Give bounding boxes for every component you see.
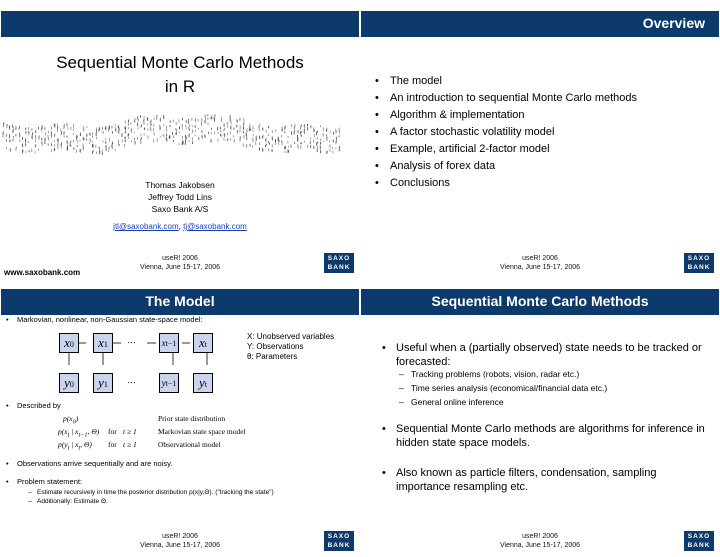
affiliation: Saxo Bank A/S (151, 204, 209, 214)
list-item: • An introduction to sequential Monte Carlo methods (375, 90, 637, 107)
slide-header-bar (361, 289, 719, 315)
slide-title (1, 1, 359, 278)
slide-footer: useR! 2006 Vienna, June 15-17, 2006 (499, 533, 581, 549)
eq-obs-formula: $p(y_t$ | $x_t$, Θ) (58, 440, 92, 452)
sub-point: – Tracking problems (robots, vision, radar etc.) (411, 369, 579, 380)
eq-markov-formula: $p(x_t$ | $x_{t-1}$, Θ) (58, 427, 100, 439)
author-1: Thomas Jakobsen (145, 180, 215, 190)
list-item: • Example, artificial 2-factor model (375, 141, 637, 158)
state-x1-node: x1 (93, 333, 113, 353)
list-item: • Algorithm & implementation (375, 107, 637, 124)
list-item: • Conclusions (375, 175, 637, 192)
point-smc-algorithms: • Sequential Monte Carlo methods are algorithms for inference in hidden state space models. (396, 422, 706, 450)
slide-footer: useR! 2006 Vienna, June 15-17, 2006 (139, 255, 221, 271)
email-link-1[interactable]: jtl@saxobank.com (113, 222, 179, 231)
point-useful-when: • Useful when a (partially observed) state needs to be tracked or forecasted: (396, 341, 706, 369)
state-xt-1-node: xt−1 (159, 333, 179, 353)
bullet-described-by: • Described by (17, 401, 61, 411)
obs-yt-1-node: yt−1 (159, 373, 179, 393)
slide-title-text: Sequential Monte Carlo Methods (431, 293, 649, 309)
sub-point: – Time series analysis (economical/financial data etc.) (411, 383, 607, 394)
obs-yt-node: yt (193, 373, 213, 393)
slide-header-bar (1, 11, 359, 37)
eq-obs-label: Observational model (158, 440, 221, 449)
website-label: www.saxobank.com (4, 268, 81, 277)
particle-cloud-image (1, 111, 341, 155)
saxo-bank-logo: SAXO BANK (684, 531, 714, 551)
state-x0-node: x0 (59, 333, 79, 353)
state-xt-node: xt (193, 333, 213, 353)
eq-prior-formula: $p(x_0)$ (63, 414, 79, 426)
slide-overview (361, 1, 719, 278)
point-also-known-as: • Also known as particle filters, condensation, sampling importance resampling etc. (396, 466, 706, 494)
slide-smc-methods (361, 279, 719, 556)
list-item: • Analysis of forex data (375, 158, 637, 175)
authors (1, 179, 359, 215)
slide-header-bar (361, 11, 719, 37)
list-item: • The model (375, 73, 637, 90)
author-2: Jeffrey Todd Lins (148, 192, 212, 202)
email-line: jtl@saxobank.com, tj@saxobank.com (113, 222, 247, 231)
overview-list (375, 73, 637, 192)
eq-prior-label: Prior state distribution (158, 414, 226, 423)
sub-point: – General online inference (411, 397, 504, 408)
sub-bullet-estimate-theta: – Additionally: Estimate Θ. (37, 497, 108, 506)
slide-the-model: The Model • Markovian, nonlinear, non-Gaussian state-space model: x0 x1 … xt−1 xt y0 y1 … yt−1 yt X: Unobserved variables Y: Observations θ: Parameters • Described by $p(x_0)$ Prior state distribution $p(x_t$ | $x_{t-1}$, Θ) for t ≥ 1 Markovian state space model $p(y_t$ | $x_t$, Θ) for t ≥ 1 Observational model • Observations arrive sequentially and are noisy. • Problem statement: – Estimate recursively in time the posterior distribution p(x|y,Θ). ("tracking the state") – Additionally: Estimate Θ. useR! 2006 Vienna, June 15-17, 2006 SAXO BANK (1, 279, 359, 556)
presentation-title: Sequential Monte Carlo Methods in R (56, 53, 304, 96)
variable-legend: X: Unobserved variables Y: Observations θ: Parameters (247, 332, 335, 361)
saxo-bank-logo: SAXO BANK (684, 253, 714, 273)
sub-bullet-estimate-posterior: – Estimate recursively in time the posterior distribution p(x|y,Θ). ("tracking the state") (37, 488, 274, 497)
bullet-observations: • Observations arrive sequentially and are noisy. (17, 459, 172, 469)
bullet-state-space: • Markovian, nonlinear, non-Gaussian state-space model: (17, 315, 203, 325)
obs-y0-node: y0 (59, 373, 79, 393)
obs-y1-node: y1 (93, 373, 113, 393)
bullet-problem: • Problem statement: (17, 477, 82, 487)
slide-title-text: Overview (642, 15, 705, 31)
list-item: • A factor stochastic volatility model (375, 124, 637, 141)
email-link-2[interactable]: tj@saxobank.com (183, 222, 247, 231)
slide-title-text: The Model (145, 293, 215, 309)
eq-markov-label: Markovian state space model (158, 427, 246, 436)
slide-footer: useR! 2006 Vienna, June 15-17, 2006 (139, 533, 221, 549)
slide-header-bar (1, 289, 359, 315)
saxo-bank-logo: SAXO BANK (324, 253, 354, 273)
slide-footer: useR! 2006 Vienna, June 15-17, 2006 (499, 255, 581, 271)
saxo-bank-logo: SAXO BANK (324, 531, 354, 551)
